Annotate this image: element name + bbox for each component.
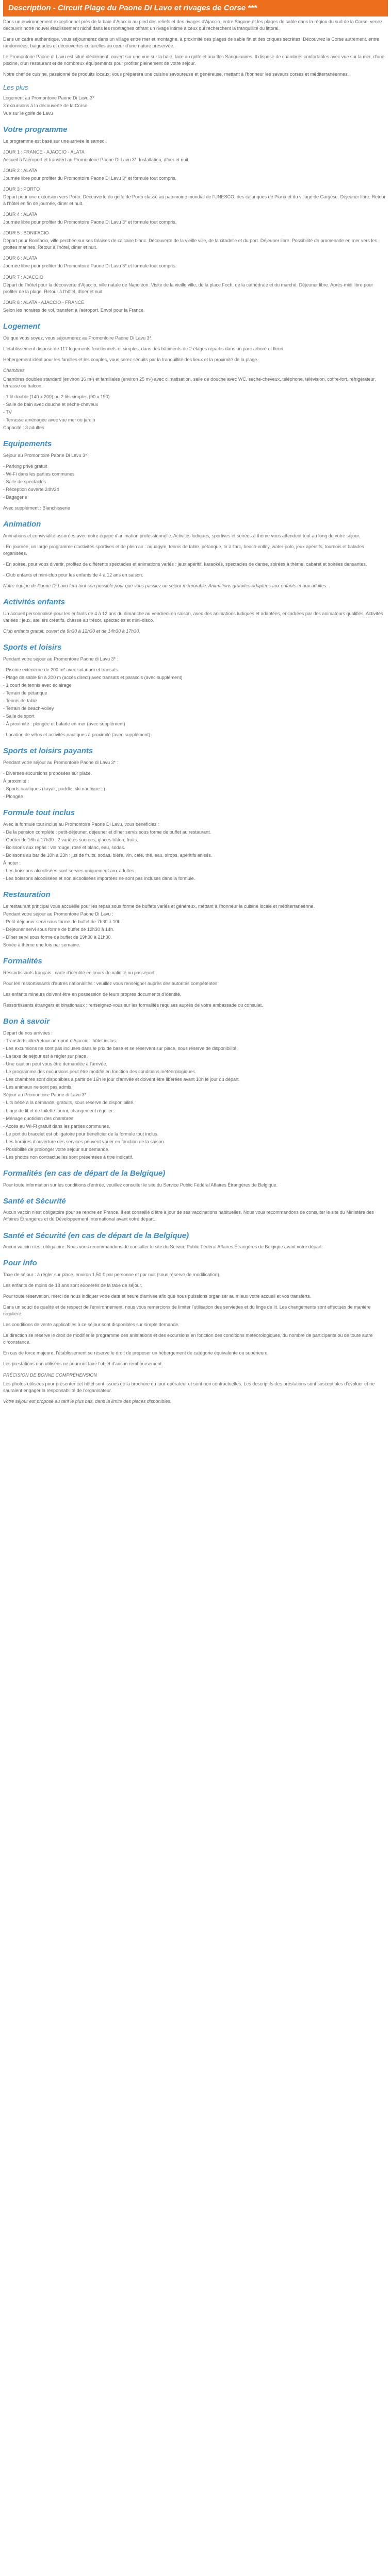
sports-item: - Terrain de beach-volley [3,706,54,711]
info-paragraph: Les conditions de vente applicables à ce séjour sont disponibles sur simple demande. [3,1322,180,1328]
day-title: JOUR 3 : PORTO [3,187,40,192]
bon-a-savoir-heading: Bon à savoir [3,1017,50,1026]
sports-item: - 1 court de tennis avec éclairage [3,682,72,688]
bon-a-savoir-item: - Accès au Wi-Fi gratuit dans les parties communes. [3,1123,110,1129]
formalites-paragraph: Pour les ressortissants d'autres nationalités : veuillez vous renseigner auprès des autorités compétentes. [3,981,219,987]
formalites-paragraph: Les enfants mineurs doivent être en possession de leurs propres documents d'identité. [3,992,182,997]
chambres-item: - Terrasse aménagée avec vue mer ou jardin [3,417,95,422]
animation-paragraph: - En soirée, pour vous divertir, profitez de différents spectacles et animations variés : jeux apéritif, karaokés, spectacles de danse, soirées à thème, cabaret et soirées dansantes. [3,561,367,567]
sports-item: - Terrain de pétanque [3,690,47,696]
closing-note: Votre séjour est proposé au tarif le plus bas, dans la limite des places disponibles. [3,1398,172,1404]
formalites-paragraph: Ressortissants étrangers et binationaux : renseignez-vous sur les formalités requises auprès de votre ambassade ou consulat. [3,1003,263,1008]
formule-item: À noter : [3,860,21,866]
logement-paragraph: Où que vous soyez, vous séjournerez au Promontoire Paone Di Lavu 3*. [3,335,153,341]
highlight-item: Vue sur le golfe de Lavu [3,111,53,116]
restauration-heading: Restauration [3,890,51,900]
day-title: JOUR 6 : ALATA [3,256,38,261]
precision-text: Les photos utilisées pour présenter cet hôtel sont issues de la brochure du tour-opérateur et sont non contractuelles. Les descriptifs des prestations sont susceptibles d'évoluer et ne sauraient engager la responsabilité de l'organisateur. [3,1381,375,1393]
formule-heading: Formule tout inclus [3,808,75,818]
day-text: Journée libre pour profiter du Promontoire Paone Di Lavu 3* et formule tout compris. [3,176,177,181]
sports-heading: Sports et loisirs [3,643,62,652]
formule-item: - Boissons aux repas : vin rouge, rosé et blanc, eau, sodas. [3,845,125,851]
bon-a-savoir-item: - Linge de lit et de toilette fourni, changement régulier. [3,1108,114,1113]
info-paragraph: Les enfants de moins de 18 ans sont exonérés de la taxe de séjour. [3,1283,142,1289]
equipements-item: - Parking privé gratuit [3,463,47,469]
bon-a-savoir-item: - Les excursions ne sont pas incluses dans le prix de base et se réservent sur place, sous réserve de disponibilité. [3,1046,238,1052]
page-title: Description - Circuit Plage du Paone DI Lavo et rivages de Corse *** [3,0,388,16]
bon-a-savoir-item: - Le port du bracelet est obligatoire pour bénéficier de la formule tout inclus. [3,1131,159,1137]
info-heading: Pour info [3,1259,37,1268]
intro-paragraph: Dans un environnement exceptionnel près de la baie d'Ajaccio au pied des reliefs et des rivages d'Ajaccio, entre Sagone et les plages de sable dans la région du sud de la Corse, venez découvrir notre nouvel établissement niché dans les montagnes offrant un rivage intime à ceux qui recherchent la tranquillité du littoral. [3,19,383,31]
chambres-item: - Salle de bain avec douche et sèche-cheveux [3,401,99,407]
restauration-item: Soirée à thème une fois par semaine. [3,942,80,948]
restauration-list [3,903,388,948]
bon-a-savoir-item: - Les horaires d'ouverture des services peuvent varier en fonction de la saison. [3,1139,165,1144]
day-text: Accueil à l'aéroport et transfert au Promontoire Paone Di Lavu 3*. Installation, dîner et nuit. [3,157,190,162]
restauration-item: - Dîner servi sous forme de buffet de 19h30 à 21h30. [3,935,112,940]
day-title: JOUR 5 : BONIFACIO [3,230,49,236]
formule-item: Avec la formule tout inclus au Promontoire Paone Di Lavu, vous bénéficiez : [3,821,159,827]
equipements-item: - Réception ouverte 24h/24 [3,486,59,492]
bon-a-savoir-item: - Le programme des excursions peut être modifié en fonction des conditions météorologiques. [3,1069,197,1075]
equipements-item: - Bagagerie [3,495,27,500]
bon-a-savoir-item: - Transferts aller/retour aéroport d'Ajaccio - hôtel inclus. [3,1038,117,1044]
info-paragraph: Dans un souci de qualité et de respect de l'environnement, nous vous remercions de limiter l'utilisation des serviettes et du linge de lit. Les changements sont effectués de manière régulière. [3,1304,371,1317]
bon-a-savoir-item: - Ménage quotidien des chambres. [3,1115,75,1121]
animation-paragraph: - En journée, un large programme d'activités sportives et de plein air : aquagym, tennis de table, pétanque, tir à l'arc, beach-volley, water-polo, jeux apéritifs, tournois et balades organisées. [3,544,364,556]
day-title: JOUR 2 : ALATA [3,167,38,173]
animation-note: Notre équipe de Paone Di Lavu fera tout son possible pour que vous passiez un séjour mémorable. Animations gratuites adaptées aux enfants et aux adultes. [3,583,328,589]
bon-a-savoir-item: - Lits bébé à la demande, gratuits, sous réserve de disponibilité. [3,1100,135,1106]
programme-intro: Le programme est basé sur une arrivée le samedi. [3,138,107,144]
bon-a-savoir-item: - La taxe de séjour est à régler sur place. [3,1054,88,1059]
formalites-belgique-text: Pour toute information sur les conditions d'entrée, veuillez consulter le site du Service Public Fédéral Affaires Étrangères de Belgique. [3,1182,278,1188]
chambres-list [3,394,388,431]
sports-list [3,667,388,727]
loisirs-item: - Diverses excursions proposées sur place. [3,771,92,776]
bon-a-savoir-item: - Les chambres sont disponibles à partir de 16h le jour d'arrivée et doivent être libérées avant 10h le jour du départ. [3,1077,240,1082]
animation-paragraph: Animations et convivialité assurées avec notre équipe d'animation professionnelle. Activités ludiques, sportives et soirées à thème vous attendent tout au long de votre séjour. [3,533,361,538]
sports-item: - Tennis de table [3,698,37,703]
formule-item: - Goûter de 16h à 17h30 : 2 variétés sucrées, glaces bâton, fruits. [3,837,138,843]
formalites-paragraph: Ressortissants français : carte d'identité en cours de validité ou passeport. [3,970,156,976]
equipements-extra: Avec supplément : Blanchisserie [3,505,70,511]
chambres-label: Chambres [3,367,25,373]
programme-days [3,149,388,314]
day-text: Selon les horaires de vol, transfert à l'aéroport. Envol pour la France. [3,307,145,313]
day-title: JOUR 1 : FRANCE - AJACCIO - ALATA [3,149,85,155]
loisirs-heading: Sports et loisirs payants [3,747,93,756]
animation-heading: Animation [3,520,41,529]
formule-item: - Boissons au bar de 10h à 23h : jus de fruits, sodas, bière, vin, café, thé, eau, sirops, apéritifs anisés. [3,853,213,858]
bon-a-savoir-item: - Les animaux ne sont pas admis. [3,1084,73,1090]
highlights-list [3,95,388,117]
info-paragraph: En cas de force majeure, l'établissement se réserve le droit de proposer un hébergement de catégorie équivalente ou supérieure. [3,1350,269,1356]
bon-a-savoir-item: - Une caution peut vous être demandée à l'arrivée. [3,1061,107,1067]
logement-paragraph: L'établissement dispose de 117 logements fonctionnels et simples, dans des bâtiments de 2 étages répartis dans un parc arboré et fleuri. [3,346,285,351]
sante-belgique-text: Aucun vaccin n'est obligatoire. Nous vous recommandons de consulter le site du Service Public Fédéral Affaires Étrangères de Belgique avant votre départ. [3,1244,323,1250]
programme-heading: Votre programme [3,125,68,134]
sports-note: - Location de vélos et activités nautiques à proximité (avec supplément). [3,732,152,738]
equipements-intro: Séjour au Promontoire Paone Di Lavu 3* : [3,452,90,458]
day-title: JOUR 8 : ALATA - AJACCIO - FRANCE [3,299,85,305]
day-title: JOUR 4 : ALATA [3,212,38,217]
day-text: Départ pour Bonifacio, ville perchée sur ses falaises de calcaire blanc. Découverte de la vieille ville, de la citadelle et du port. Déjeuner libre. Possibilité de promenade en mer vers les grottes marines. Retour à l'hôtel, dîner et nuit. [3,238,377,250]
day-text: Journée libre pour profiter du Promontoire Paone Di Lavu 3* et formule tout compris. [3,219,177,225]
logement-paragraph: Hébergement idéal pour les familles et les couples, vous serez séduits par la tranquillité des lieux et la proximité de la plage. [3,357,258,362]
chambres-item: - 1 lit double (140 x 200) ou 2 lits simples (90 x 190) [3,394,110,399]
day-text: Départ pour une excursion vers Porto. Découverte du golfe de Porto classé au patrimoine mondial de l'UNESCO, des calanques de Piana et du village de Cargèse. Déjeuner libre. Retour à l'hôtel en fin de journée, dîner et nuit. [3,194,386,207]
bon-a-savoir-list [3,1030,388,1161]
highlights-heading: Les plus [3,83,28,92]
day-text: Journée libre pour profiter du Promontoire Paone Di Lavu 3* et formule tout compris. [3,263,177,269]
restauration-item: Pendant votre séjour au Promontoire Paone Di Lavu : [3,911,113,917]
restauration-item: Le restaurant principal vous accueille pour les repas sous forme de buffets variés et généreux, mettant à l'honneur la cuisine locale et méditerranéenne. [3,904,315,909]
day-text: Départ de l'hôtel pour la découverte d'Ajaccio, ville natale de Napoléon. Visite de la vieille ville, de la place Foch, de la cathédrale et du marché. Déjeuner libre. Après-midi libre pour profiter de la plage. Retour à l'hôtel, dîner et nuit. [3,282,373,294]
bon-a-savoir-item: - Les photos non contractuelles sont présentées à titre indicatif. [3,1154,134,1160]
equipements-heading: Equipements [3,439,52,449]
formalites-belgique-heading: Formalités (en cas de départ de la Belgique) [3,1168,166,1178]
activites-heading: Activités enfants [3,598,66,607]
info-paragraph: Pour toute réservation, merci de nous indiquer votre date et heure d'arrivée afin que nous puissions organiser au mieux votre accueil et vos transferts. [3,1294,312,1299]
precision-heading: PRÉCISION DE BONNE COMPRÉHENSION [3,1372,97,1378]
logement-heading: Logement [3,321,40,331]
sante-belgique-heading: Santé et Sécurité (en cas de départ de la Belgique) [3,1231,189,1240]
chambres-item: - TV [3,409,12,415]
intro-paragraph: Dans un cadre authentique, vous séjournerez dans un village entre mer et montagne, à proximité des plages de sable fin et des criques secrètes. Découvrez la Corse autrement, entre randonnées, baignades et découvertes culturelles au cœur d'une nature préservée. [3,36,379,48]
bon-a-savoir-item: Départ de nos arrivées : [3,1030,53,1036]
sports-item: - À proximité : plongée et balade en mer (avec supplément) [3,721,125,727]
chambres-text: Chambres doubles standard (environ 16 m²) et familiales (environ 25 m²) avec climatisation, salle de douche avec WC, sèche-cheveux, téléphone, télévision, coffre-fort, réfrigérateur, terrasse ou balcon. [3,376,376,388]
restauration-item: - Déjeuner servi sous forme de buffet de 12h30 à 14h. [3,927,115,933]
sports-item: - Salle de sport [3,714,35,719]
highlight-item: 3 excursions à la découverte de la Corse [3,103,88,108]
equipements-item: - Wi-Fi dans les parties communes [3,471,75,477]
day-title: JOUR 7 : AJACCIO [3,274,44,280]
chambres-item: Capacité : 3 adultes [3,425,44,430]
info-paragraph: Les prestations non utilisées ne pourront faire l'objet d'aucun remboursement. [3,1361,163,1367]
sante-heading: Santé et Sécurité [3,1196,66,1206]
intro-section [3,19,388,78]
activites-note: Club enfants gratuit, ouvert de 9h30 à 12h30 et de 14h30 à 17h30. [3,628,140,634]
formule-item: - Les boissons alcoolisées sont servies uniquement aux adultes. [3,868,136,874]
loisirs-item: - Plongée [3,794,23,800]
formule-item: - Les boissons alcoolisées et non alcoolisées importées ne sont pas incluses dans la formule. [3,876,196,882]
formalites-heading: Formalités [3,957,42,966]
activites-text: Un accueil personnalisé pour les enfants de 4 à 12 ans du dimanche au vendredi en saison, avec des animations ludiques et adaptées, encadrées par des animateurs qualifiés. Activités variées : jeux, ateliers créatifs, chasse au trésor, spectacles et mini-disco. [3,611,383,623]
sante-text: Aucun vaccin n'est obligatoire pour se rendre en France. Il est conseillé d'être à jour de ses vaccinations habituelles. Nous vous recommandons de consulter le site du Ministère des Affaires Étrangères et du Développement International avant votre départ. [3,1210,374,1222]
bon-a-savoir-item: - Possibilité de prolonger votre séjour sur demande. [3,1146,110,1152]
restauration-item: - Petit-déjeuner servi sous forme de buffet de 7h30 à 10h. [3,919,122,925]
loisirs-item: - Sports nautiques (kayak, paddle, ski nautique...) [3,786,105,792]
loisirs-list [3,770,388,800]
bon-a-savoir-item: Séjour au Promontoire Paone di Lavu 3* : [3,1092,89,1098]
formule-item: - De la pension complète : petit-déjeuner, déjeuner et dîner servis sous forme de buffet au restaurant. [3,829,211,835]
sports-intro: Pendant votre séjour au Promontoire Paone di Lavu 3* : [3,656,119,662]
formule-list [3,821,388,882]
equipements-item: - Salle de spectacles [3,479,46,484]
animation-paragraph: - Club enfants et mini-club pour les enfants de 4 à 12 ans en saison. [3,572,143,578]
info-paragraph: La direction se réserve le droit de modifier le programme des animations et des excursions en fonction des conditions météorologiques, du nombre de participants ou de toute autre circonstance. [3,1333,373,1345]
intro-paragraph: Notre chef de cuisine, passionné de produits locaux, vous préparera une cuisine savoureuse et généreuse, mettant à l'honneur les saveurs corses et méditerranéennes. [3,72,349,77]
equipements-list [3,463,388,501]
intro-paragraph: Le Promontoire Paone di Lavu est situé idéalement, ouvert sur une vue sur la baie, face au golfe et aux îles Sanguinaires. Il dispose de chambres confortables avec vue sur la mer, d'une piscine, d'un restaurant et de nombreux équipements pour profiter pleinement de votre séjour. [3,54,385,66]
loisirs-intro: Pendant votre séjour au Promontoire Paone di Lavu 3* : [3,759,119,765]
highlight-item: Logement au Promontoire Paone Di Lavu 3* [3,95,94,100]
sports-item: - Plage de sable fin à 200 m (accès direct) avec transats et parasols (avec supplément) [3,674,183,680]
sports-item: - Piscine extérieure de 200 m² avec solarium et transats [3,667,118,672]
info-paragraph: Taxe de séjour : à régler sur place, environ 1,50 € par personne et par nuit (sous réserve de modification). [3,1272,221,1278]
loisirs-item: À proximité : [3,778,29,784]
